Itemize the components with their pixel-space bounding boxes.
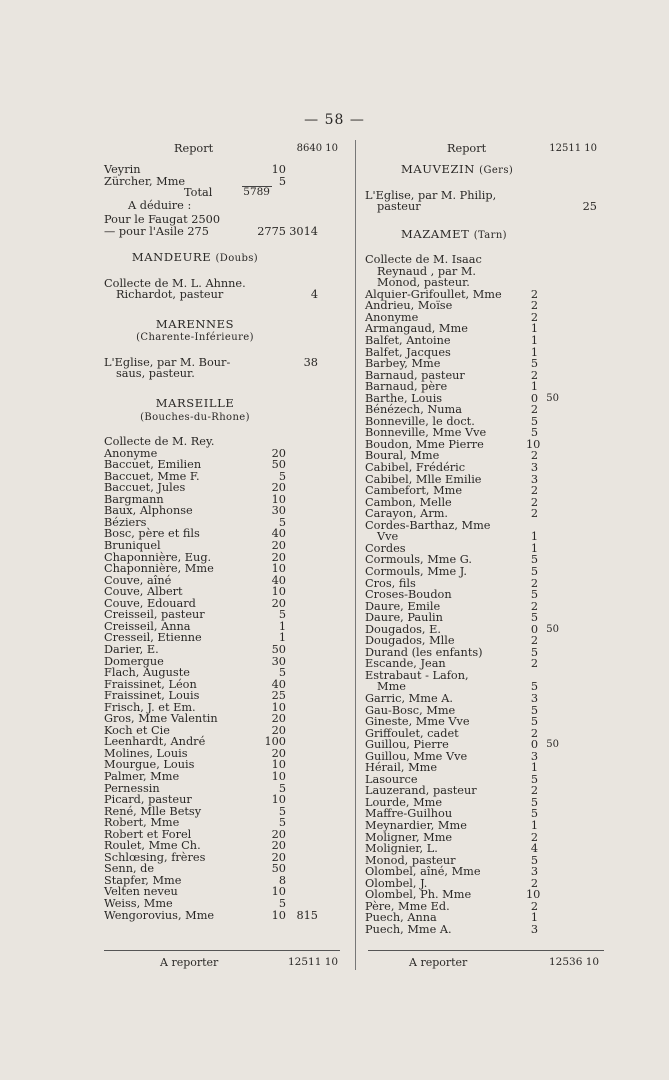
intro-line: Monod, pasteur.	[377, 276, 470, 290]
entry-amount: 2	[530, 576, 538, 590]
entry-amount: 5	[530, 357, 538, 371]
entry-name: Cabibel, Frédéric	[365, 461, 466, 475]
entry-name: Lourde, Mme	[365, 795, 443, 809]
entry-amount: 25	[271, 689, 286, 703]
entry-name: Velten neveu	[104, 885, 178, 899]
entry-name: Baux, Alphonse	[104, 504, 193, 518]
entry-name: Carayon, Arm.	[365, 507, 449, 521]
top-entry	[104, 164, 346, 176]
entry-name: Cabibel, Mlle Emilie	[365, 472, 482, 486]
entry-name: Pernessin	[104, 781, 160, 795]
entry-amount: 20	[271, 712, 286, 726]
entry-name: Zürcher, Mme	[104, 174, 186, 188]
entry-amount: 50	[271, 458, 286, 472]
entry-amount: 5	[530, 553, 538, 567]
entry-amount: 10	[271, 492, 286, 506]
entry-name: Puech, Anna	[365, 911, 437, 925]
entry-amount: 20	[271, 746, 286, 760]
entry-amount: 5	[530, 795, 538, 809]
entry-amount: 5	[530, 807, 538, 821]
entry-amount: 1	[278, 619, 286, 633]
entry-name: Bosc, père et fils	[104, 527, 200, 541]
left-column	[104, 143, 346, 921]
entry-name: Gau-Bosc, Mme	[365, 703, 456, 717]
entry-name: Koch et Cie	[104, 723, 170, 737]
entry-name: Maffre-Guilhou	[365, 807, 453, 821]
entry-name: Chaponnière, Mme	[104, 562, 214, 576]
footer-total: 12511 10	[288, 956, 339, 968]
entry-amount: 2	[530, 449, 538, 463]
entry-amount: 0	[530, 738, 538, 752]
entry-line: Richardot, pasteur	[116, 288, 224, 302]
mazamet-entry	[365, 335, 605, 347]
entry-amount: 0	[530, 391, 538, 405]
footer-label: A reporter	[160, 956, 219, 969]
entry-amount: 3	[530, 922, 538, 936]
entry-name: Monod, pasteur	[365, 853, 456, 867]
entry-amount: 2	[530, 657, 538, 671]
mauvezin-entry	[365, 190, 605, 213]
entry-name: Boural, Mme	[365, 449, 440, 463]
entry-name: Bonneville, Mme Vve	[365, 426, 487, 440]
intro-line: Collecte de M. Isaac	[365, 253, 482, 267]
entry-name: Bargmann	[104, 492, 164, 506]
entry-name: Pour le Faugat 2500	[104, 213, 221, 227]
entry-amount: 10	[271, 758, 286, 772]
entry-amount: 5	[278, 469, 286, 483]
mazamet-entry	[365, 520, 605, 532]
mazamet-entry	[365, 358, 605, 370]
entry-name: Barthe, Louis	[365, 391, 443, 405]
entry-amount: 5	[278, 804, 286, 818]
entry-name: Baccuet, Jules	[104, 481, 186, 495]
entry-name: Armangaud, Mme	[365, 322, 468, 336]
entry-amount: 1	[530, 322, 538, 336]
entry-amount: 5	[278, 666, 286, 680]
entry-amount: 5	[530, 680, 538, 694]
entry-line: Collecte de M. L. Ahnne.	[104, 276, 246, 290]
entry-name: Gros, Mme Valentin	[104, 712, 218, 726]
deduction-entry	[104, 226, 346, 238]
intro-line: Reynaud , par M.	[377, 264, 476, 278]
entry-name: Cros, fils	[365, 576, 416, 590]
entry-subtotal: 3014	[289, 224, 318, 238]
entry-name: Boudon, Mme Pierre	[365, 437, 484, 451]
entry-amount: 5	[278, 515, 286, 529]
entry-amount: 20	[271, 446, 286, 460]
mazamet-entry	[365, 924, 605, 936]
entry-name: Flach, Auguste	[104, 666, 190, 680]
entry-amount: 5	[278, 174, 286, 188]
mazamet-entry	[365, 566, 605, 578]
report-line	[104, 143, 346, 157]
entry-name: Leenhardt, André	[104, 735, 206, 749]
entry-amount: 2	[530, 507, 538, 521]
entry-cents: 50	[546, 392, 559, 404]
entry-name: Barbey, Mme	[365, 357, 441, 371]
entry-amount: 3	[530, 865, 538, 879]
mazamet-entry	[365, 716, 605, 728]
entry-amount: 5	[530, 611, 538, 625]
entry-amount: 5	[278, 816, 286, 830]
entry-amount: 2	[530, 830, 538, 844]
entry-name: Olombel, J.	[365, 876, 428, 890]
entry-name: Frisch, J. et Em.	[104, 700, 196, 714]
mazamet-intro	[365, 254, 605, 289]
footer-rule-left	[104, 950, 340, 951]
entry-name: Cordes	[365, 541, 406, 555]
entry-amount: 1	[530, 761, 538, 775]
entry-amount: 1	[530, 380, 538, 394]
footer-total: 12536 10	[549, 956, 600, 968]
entry-amount: 20	[271, 827, 286, 841]
mandeure-amount: 4	[310, 288, 318, 302]
entry-name: Chaponnière, Eug.	[104, 550, 212, 564]
entry-name: — pour l'Asile 275	[104, 224, 209, 238]
entry-name: Baccuet, Mme F.	[104, 469, 200, 483]
entry-name: Cormouls, Mme J.	[365, 564, 468, 578]
entry-name: Gineste, Mme Vve	[365, 715, 470, 729]
marseille-entry	[104, 910, 346, 922]
report-total: 12511 10	[549, 143, 597, 154]
marseille-list	[104, 448, 346, 921]
entry-amount: 10	[271, 163, 286, 176]
entry-name: Lasource	[365, 772, 418, 786]
entry-name: Barnaud, père	[365, 380, 448, 394]
entry-name: Père, Mme Ed.	[365, 899, 450, 913]
entry-name: Schlœsing, frères	[104, 850, 206, 864]
marseille-entry	[104, 540, 346, 552]
marseille-entry	[104, 771, 346, 783]
entry-amount: 5	[278, 608, 286, 622]
marseille-entry	[104, 794, 346, 806]
entry-amount: 30	[271, 654, 286, 668]
entry-name: Griffoulet, cadet	[365, 726, 459, 740]
mandeure-entry	[104, 278, 346, 301]
deduire-label: A déduire :	[128, 199, 192, 213]
entry-name: Fraissinet, Louis	[104, 689, 200, 703]
entry-name: Croses-Boudon	[365, 588, 452, 602]
entry-name: Bénézech, Numa	[365, 403, 462, 417]
entry-amount: 1	[530, 334, 538, 348]
entry-amount: 40	[271, 527, 286, 541]
entry-amount: 2	[530, 287, 538, 301]
entry-amount: 20	[271, 839, 286, 853]
entry-amount: 5	[530, 645, 538, 659]
entry-amount: 100	[264, 735, 286, 749]
entry-amount: 2	[530, 726, 538, 740]
mazamet-entry	[365, 693, 605, 705]
entry-amount: 5	[530, 588, 538, 602]
entry-name: Stapfer, Mme	[104, 873, 182, 887]
entry-amount: 10	[271, 562, 286, 576]
entry-amount: 50	[271, 862, 286, 876]
entry-name: Moligner, Mme	[365, 830, 453, 844]
mazamet-entry	[365, 866, 605, 878]
entry-cents: 50	[546, 739, 559, 751]
entry-amount: 8	[278, 873, 286, 887]
entry-name: Cambon, Melle	[365, 495, 452, 509]
total-label: Total	[184, 186, 213, 200]
entry-name: Cresseil, Etienne	[104, 631, 202, 645]
entry-name: Anonyme	[365, 310, 419, 324]
entry-amount: 2775	[257, 224, 286, 238]
mazamet-entry	[365, 612, 605, 624]
entry-amount: 10	[526, 437, 541, 451]
entry-amount: 5	[278, 896, 286, 910]
entry-amount: 20	[271, 550, 286, 564]
entry-name: Fraissinet, Léon	[104, 677, 197, 691]
entry-amount: 30	[271, 504, 286, 518]
entry-line: L'Eglise, par M. Philip,	[365, 188, 497, 202]
entry-name: Picard, pasteur	[104, 793, 192, 807]
marseille-entry	[104, 563, 346, 575]
entry-name: Couve, Edouard	[104, 596, 196, 610]
entry-name: Balfet, Jacques	[365, 345, 451, 359]
top-entry	[104, 176, 346, 188]
entry-name: Béziers	[104, 515, 147, 529]
entry-name: Molines, Louis	[104, 746, 188, 760]
entry-name: Bonneville, le doct.	[365, 414, 475, 428]
entry-name: Creisseil, Anna	[104, 619, 191, 633]
entry-amount: 2	[530, 876, 538, 890]
entry-amount: 20	[271, 539, 286, 553]
marseille-entry	[104, 817, 346, 829]
entry-amount: 5	[278, 781, 286, 795]
entry-amount: 2	[530, 484, 538, 498]
footer-label: A reporter	[409, 956, 468, 969]
entry-amount: 2	[530, 299, 538, 313]
entry-amount: 1	[278, 631, 286, 645]
entry-name: Cordes-Barthaz, Mme	[365, 518, 491, 532]
entry-amount: 5	[530, 564, 538, 578]
entry-amount: 0	[530, 622, 538, 636]
entry-name: Durand (les enfants)	[365, 645, 483, 659]
entry-name: Cormouls, Mme G.	[365, 553, 472, 567]
report-line	[365, 143, 605, 157]
entry-name: Bruniquel	[104, 539, 161, 553]
entry-name: Baccuet, Emilien	[104, 458, 202, 472]
marseille-entry	[104, 667, 346, 679]
entry-amount: 40	[271, 677, 286, 691]
mazamet-entry	[365, 739, 605, 751]
entry-name: Daure, Emile	[365, 599, 441, 613]
entry-amount: 3	[530, 691, 538, 705]
entry-name: Domergue	[104, 654, 164, 668]
entry-amount: 5	[530, 772, 538, 786]
report-label: Report	[174, 142, 214, 155]
section-heading-marennes: MARENNES (Charente-Inférieure)	[136, 316, 254, 344]
entry-name: Olombel, Ph. Mme	[365, 888, 472, 902]
entry-amount: 1	[530, 345, 538, 359]
entry-name: Alquier-Grifoullet, Mme	[365, 287, 502, 301]
entry-amount: 10	[271, 885, 286, 899]
total-line	[104, 187, 346, 200]
entry-amount: 1	[530, 541, 538, 555]
section-heading-mauvezin: MAUVEZIN (Gers)	[401, 162, 514, 176]
entry-name: Couve, aîné	[104, 573, 172, 587]
entry-amount: 4	[530, 842, 538, 856]
mazamet-entry	[365, 820, 605, 832]
entry-amount: 20	[271, 481, 286, 495]
entry-name: Olombel, aîné, Mme	[365, 865, 481, 879]
entry-amount: 5	[530, 853, 538, 867]
entry-name: Dougados, Mlle	[365, 634, 455, 648]
entry-amount: 10	[271, 793, 286, 807]
mazamet-entry	[365, 462, 605, 474]
entry-name: Mme	[377, 680, 406, 694]
entry-name: Creisseil, pasteur	[104, 608, 205, 622]
entry-amount: 3	[530, 461, 538, 475]
total-value: 5789	[243, 186, 270, 199]
entry-amount: 1	[530, 911, 538, 925]
entry-amount: 3	[530, 749, 538, 763]
marseille-entry	[104, 690, 346, 702]
entry-amount: 10	[271, 908, 286, 922]
entry-name: Escande, Jean	[365, 657, 446, 671]
entry-amount: 2	[530, 634, 538, 648]
deduction-entry	[104, 214, 346, 226]
entry-line: saus, pasteur.	[116, 367, 195, 381]
entry-amount: 5	[530, 426, 538, 440]
entry-amount: 3	[530, 472, 538, 486]
entry-amount: 20	[271, 723, 286, 737]
marseille-entry	[104, 644, 346, 656]
entry-name: Hérail, Mme	[365, 761, 438, 775]
top-entries	[104, 164, 346, 187]
entry-amount: 2	[530, 495, 538, 509]
entry-cents: 50	[546, 623, 559, 635]
entry-name: Couve, Albert	[104, 585, 183, 599]
mazamet-entry	[365, 843, 605, 855]
entry-amount: 2	[530, 403, 538, 417]
deduction-entries	[104, 214, 346, 237]
entry-name: Wengorovius, Mme	[104, 908, 215, 922]
entry-name: Barnaud, pasteur	[365, 368, 465, 382]
entry-amount: 20	[271, 596, 286, 610]
entry-name: Balfet, Antoine	[365, 334, 451, 348]
entry-name: Guillou, Pierre	[365, 738, 449, 752]
section-heading-marseille: MARSEILLE (Bouches-du-Rhone)	[140, 396, 250, 423]
section-heading-mazamet: MAZAMET (Tarn)	[401, 226, 507, 241]
entry-name: Lauzerand, pasteur	[365, 784, 477, 798]
entry-amount: 5	[530, 414, 538, 428]
entry-name: Robert, Mme	[104, 816, 180, 830]
mauvezin-amount: 25	[582, 200, 597, 214]
entry-name: Puech, Mme A.	[365, 922, 452, 936]
entry-name: René, Mlle Betsy	[104, 804, 202, 818]
mazamet-entry	[365, 485, 605, 497]
entry-amount: 5	[530, 703, 538, 717]
entry-amount: 2	[530, 368, 538, 382]
entry-name: Dougados, E.	[365, 622, 441, 636]
entry-name: Palmer, Mme	[104, 769, 180, 783]
entry-line: pasteur	[377, 200, 421, 214]
page-number: — 58 —	[304, 112, 365, 128]
entry-name: Mourgue, Louis	[104, 758, 195, 772]
entry-line: L'Eglise, par M. Bour-	[104, 355, 231, 369]
entry-amount: 2	[530, 784, 538, 798]
entry-amount: 20	[271, 850, 286, 864]
entry-name: Andrieu, Moïse	[365, 299, 453, 313]
entry-name: Darier, E.	[104, 642, 159, 656]
entry-name: Robert et Forel	[104, 827, 192, 841]
section-heading-mandeure: MANDEURE (Doubs)	[131, 250, 259, 265]
entry-name: Molignier, L.	[365, 842, 438, 856]
mazamet-entry	[365, 589, 605, 601]
marseille-entry	[104, 898, 346, 910]
entry-amount: 1	[530, 818, 538, 832]
entry-amount: 10	[271, 585, 286, 599]
entry-amount: 2	[530, 599, 538, 613]
entry-name: Roulet, Mme Ch.	[104, 839, 201, 853]
entry-amount: 10	[271, 700, 286, 714]
marseille-intro: Collecte de M. Rey.	[104, 435, 215, 449]
entry-amount: 5	[530, 715, 538, 729]
entry-amount: 50	[271, 642, 286, 656]
entry-amount: 40	[271, 573, 286, 587]
entry-name: Weiss, Mme	[104, 896, 173, 910]
entry-name: Cambefort, Mme	[365, 484, 463, 498]
right-column	[365, 143, 605, 935]
marennes-entry	[104, 357, 346, 380]
entry-name: Estrabaut - Lafon,	[365, 668, 469, 682]
mazamet-list	[365, 289, 605, 936]
report-total: 8640 10	[296, 143, 338, 154]
entry-subtotal: 815	[296, 908, 318, 922]
footer-rule-right	[368, 950, 604, 951]
entry-name: Guillou, Mme Vve	[365, 749, 468, 763]
entry-name: Vve	[377, 530, 399, 544]
entry-name: Meynardier, Mme	[365, 818, 467, 832]
entry-amount: 2	[530, 899, 538, 913]
entry-name: Garric, Mme A.	[365, 691, 453, 705]
entry-name: Senn, de	[104, 862, 155, 876]
entry-name: Veyrin	[104, 163, 141, 176]
column-divider	[355, 140, 356, 970]
report-label: Report	[447, 142, 487, 155]
entry-amount: 2	[530, 310, 538, 324]
entry-amount: 10	[271, 769, 286, 783]
entry-amount: 10	[526, 888, 541, 902]
entry-amount: 1	[530, 530, 538, 544]
entry-name: Anonyme	[104, 446, 158, 460]
marennes-amount: 38	[303, 356, 318, 370]
entry-name: Daure, Paulin	[365, 611, 443, 625]
